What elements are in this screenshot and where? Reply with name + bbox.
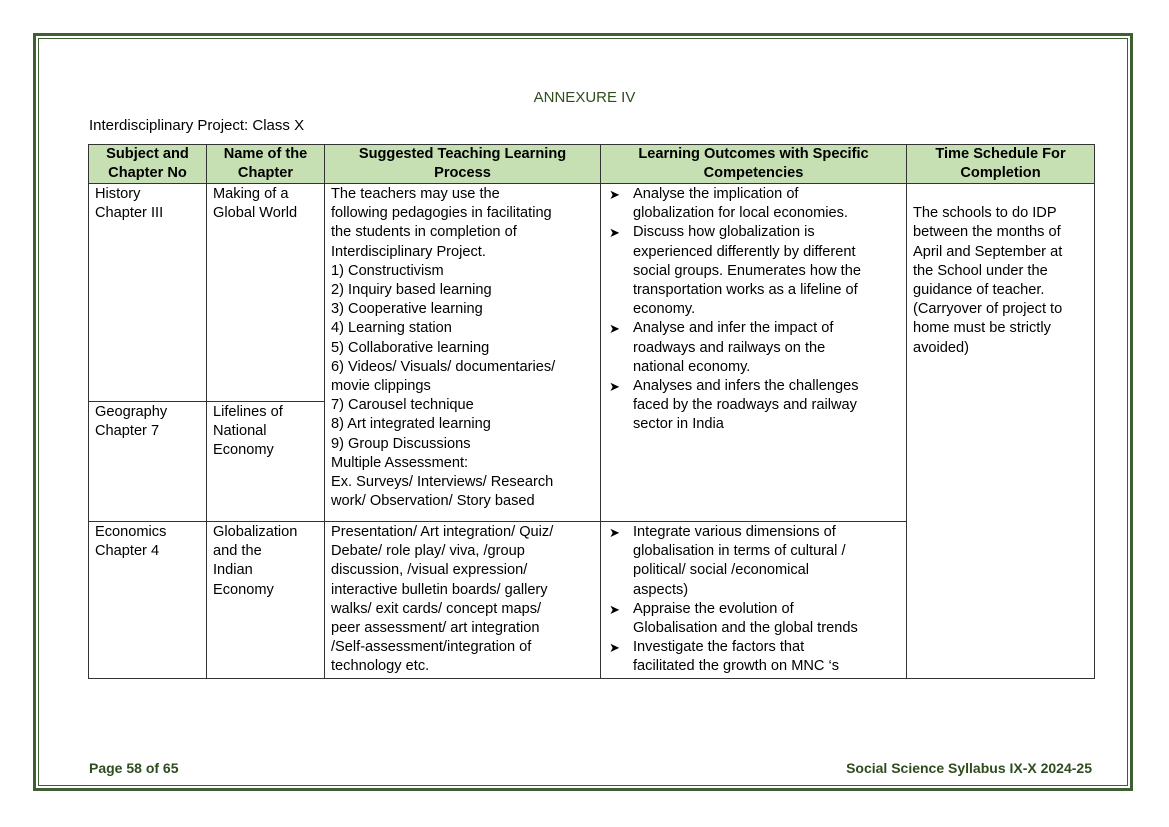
- text-line: April and September at: [913, 243, 1063, 260]
- text-line: The teachers may use the: [331, 186, 500, 202]
- text-line: Multiple Assessment:: [331, 454, 469, 471]
- text-line: 2) Inquiry based learning: [331, 282, 492, 299]
- outcome-item: [607, 600, 900, 638]
- text-line: home must be strictly: [913, 320, 1051, 337]
- process-cell: [325, 184, 601, 522]
- text-line: Lifelines of: [213, 404, 283, 420]
- text-line: Competencies: [703, 165, 804, 181]
- syllabus-footer: Social Science Syllabus IX-X 2024-25: [846, 760, 1092, 776]
- text-line: 7) Carousel technique: [331, 397, 474, 414]
- outcome-line: facilitated the growth on MNC ‘s: [633, 658, 840, 675]
- text-line: 6) Videos/ Visuals/ documentaries/: [331, 358, 556, 375]
- text-line: Time Schedule For: [935, 146, 1066, 162]
- outcome-item: [607, 185, 900, 223]
- outcome-item: [607, 638, 900, 676]
- outcome-line: Appraise the evolution of: [633, 600, 794, 617]
- text-line: History: [95, 186, 141, 202]
- text-line: 4) Learning station: [331, 320, 452, 337]
- text-line: Subject and: [106, 146, 189, 162]
- text-line: between the months of: [913, 224, 1061, 241]
- header-chapter: [207, 145, 325, 184]
- outcomes-cell: [601, 184, 907, 522]
- outcome-line: Analyses and infers the challenges: [633, 378, 859, 395]
- header-outcomes: [601, 145, 907, 184]
- text-line: Chapter: [237, 165, 294, 181]
- outcome-item: [607, 377, 900, 435]
- text-line: 3) Cooperative learning: [331, 301, 483, 318]
- outcome-line: globalisation in terms of cultural /: [633, 543, 846, 560]
- text-line: Chapter III: [95, 205, 164, 222]
- header-time-schedule: [907, 145, 1095, 184]
- text-line: Learning Outcomes with Specific: [638, 146, 869, 162]
- text-line: peer assessment/ art integration: [331, 620, 540, 637]
- text-line: walks/ exit cards/ concept maps/: [331, 600, 542, 617]
- arrowhead-bullet-icon: ➤: [609, 321, 620, 337]
- text-line: (Carryover of project to: [913, 301, 1063, 318]
- arrowhead-bullet-icon: ➤: [609, 601, 620, 617]
- outcome-line: roadways and railways on the: [633, 339, 826, 356]
- text-line: Interdisciplinary Project.: [331, 243, 486, 260]
- text-line: work/ Observation/ Story based: [331, 493, 535, 510]
- idp-table: [88, 144, 1095, 679]
- outcome-item: [607, 319, 900, 377]
- text-line: Ex. Surveys/ Interviews/ Research: [331, 474, 554, 491]
- outcome-line: economy.: [633, 301, 696, 318]
- text-line: Making of a: [213, 186, 289, 202]
- outcome-line: experienced differently by different: [633, 243, 856, 260]
- page-number: Page 58 of 65: [89, 760, 179, 776]
- outcome-line: faced by the roadways and railway: [633, 397, 857, 414]
- arrowhead-bullet-icon: ➤: [609, 225, 620, 241]
- text-line: technology etc.: [331, 658, 430, 675]
- text-line: Presentation/ Art integration/ Quiz/: [331, 524, 554, 540]
- outcomes-list: [607, 523, 900, 677]
- arrowhead-bullet-icon: ➤: [609, 379, 620, 395]
- text-line: 1) Constructivism: [331, 262, 444, 279]
- chapter-cell: [207, 402, 325, 522]
- time-schedule-cell: [907, 184, 1095, 522]
- process-cell: [325, 522, 601, 679]
- outcome-line: Integrate various dimensions of: [633, 524, 836, 540]
- text-line: Economy: [213, 442, 274, 459]
- chapter-cell: [207, 184, 325, 402]
- arrowhead-bullet-icon: ➤: [609, 525, 620, 540]
- text-line: /Self-assessment/integration of: [331, 639, 532, 656]
- outcomes-cell: [601, 522, 907, 679]
- outcome-line: Discuss how globalization is: [633, 224, 815, 241]
- text-line: Name of the: [223, 146, 308, 162]
- text-line: 8) Art integrated learning: [331, 416, 491, 433]
- text-line: Economy: [213, 581, 274, 598]
- arrowhead-bullet-icon: ➤: [609, 640, 620, 656]
- text-line: Suggested Teaching Learning: [358, 146, 567, 162]
- chapter-cell: [207, 522, 325, 679]
- header-process: [325, 145, 601, 184]
- outcome-line: social groups. Enumerates how the: [633, 262, 861, 279]
- text-line: Completion: [960, 165, 1041, 181]
- text-line: 5) Collaborative learning: [331, 339, 490, 356]
- outcome-line: transportation works as a lifeline of: [633, 282, 858, 299]
- text-line: movie clippings: [331, 378, 431, 395]
- text-line: Chapter 4: [95, 543, 160, 560]
- outcome-line: globalization for local economies.: [633, 205, 848, 222]
- text-line: interactive bulletin boards/ gallery: [331, 581, 548, 598]
- text-line: and the: [213, 543, 262, 560]
- text-line: Global World: [213, 205, 298, 222]
- text-line: the School under the: [913, 262, 1048, 279]
- header-subject: [89, 145, 207, 184]
- outcomes-list: [607, 185, 900, 435]
- outcome-line: national economy.: [633, 358, 751, 375]
- outcome-line: political/ social /economical: [633, 562, 810, 579]
- text-line: The schools to do IDP: [913, 205, 1057, 222]
- text-line: following pedagogies in facilitating: [331, 205, 552, 222]
- annexure-heading: ANNEXURE IV: [533, 89, 636, 106]
- text-line: avoided): [913, 339, 969, 356]
- outcome-line: Analyse the implication of: [633, 186, 799, 202]
- text-line: Indian: [213, 562, 253, 579]
- outcome-line: Analyse and infer the impact of: [633, 320, 834, 337]
- text-line: guidance of teacher.: [913, 282, 1045, 299]
- text-line: Geography: [95, 404, 168, 420]
- outcome-line: aspects): [633, 581, 689, 598]
- arrowhead-bullet-icon: ➤: [609, 187, 620, 202]
- text-line: 9) Group Discussions: [331, 435, 471, 452]
- text-line: Debate/ role play/ viva, /group: [331, 543, 525, 560]
- outcome-line: Globalisation and the global trends: [633, 620, 858, 637]
- text-line: [913, 185, 1088, 204]
- text-line: discussion, /visual expression/: [331, 562, 528, 579]
- text-line: Globalization: [213, 524, 298, 540]
- outcome-item: [607, 523, 900, 600]
- table-header-row: [89, 145, 1095, 184]
- outcome-line: sector in India: [633, 416, 724, 433]
- table-row: [89, 184, 1095, 402]
- text-line: National: [213, 423, 267, 440]
- subject-cell: [89, 402, 207, 522]
- time-schedule-cell-empty: [907, 522, 1095, 679]
- project-title: Interdisciplinary Project: Class X: [89, 117, 305, 134]
- text-line: Process: [434, 165, 491, 181]
- subject-cell: [89, 522, 207, 679]
- text-line: Chapter No: [108, 165, 187, 181]
- text-line: Economics: [95, 524, 167, 540]
- outcome-line: Investigate the factors that: [633, 639, 805, 656]
- table-row: [89, 522, 1095, 679]
- outcome-item: [607, 223, 900, 319]
- text-line: the students in completion of: [331, 224, 517, 241]
- text-line: Chapter 7: [95, 423, 160, 440]
- subject-cell: [89, 184, 207, 402]
